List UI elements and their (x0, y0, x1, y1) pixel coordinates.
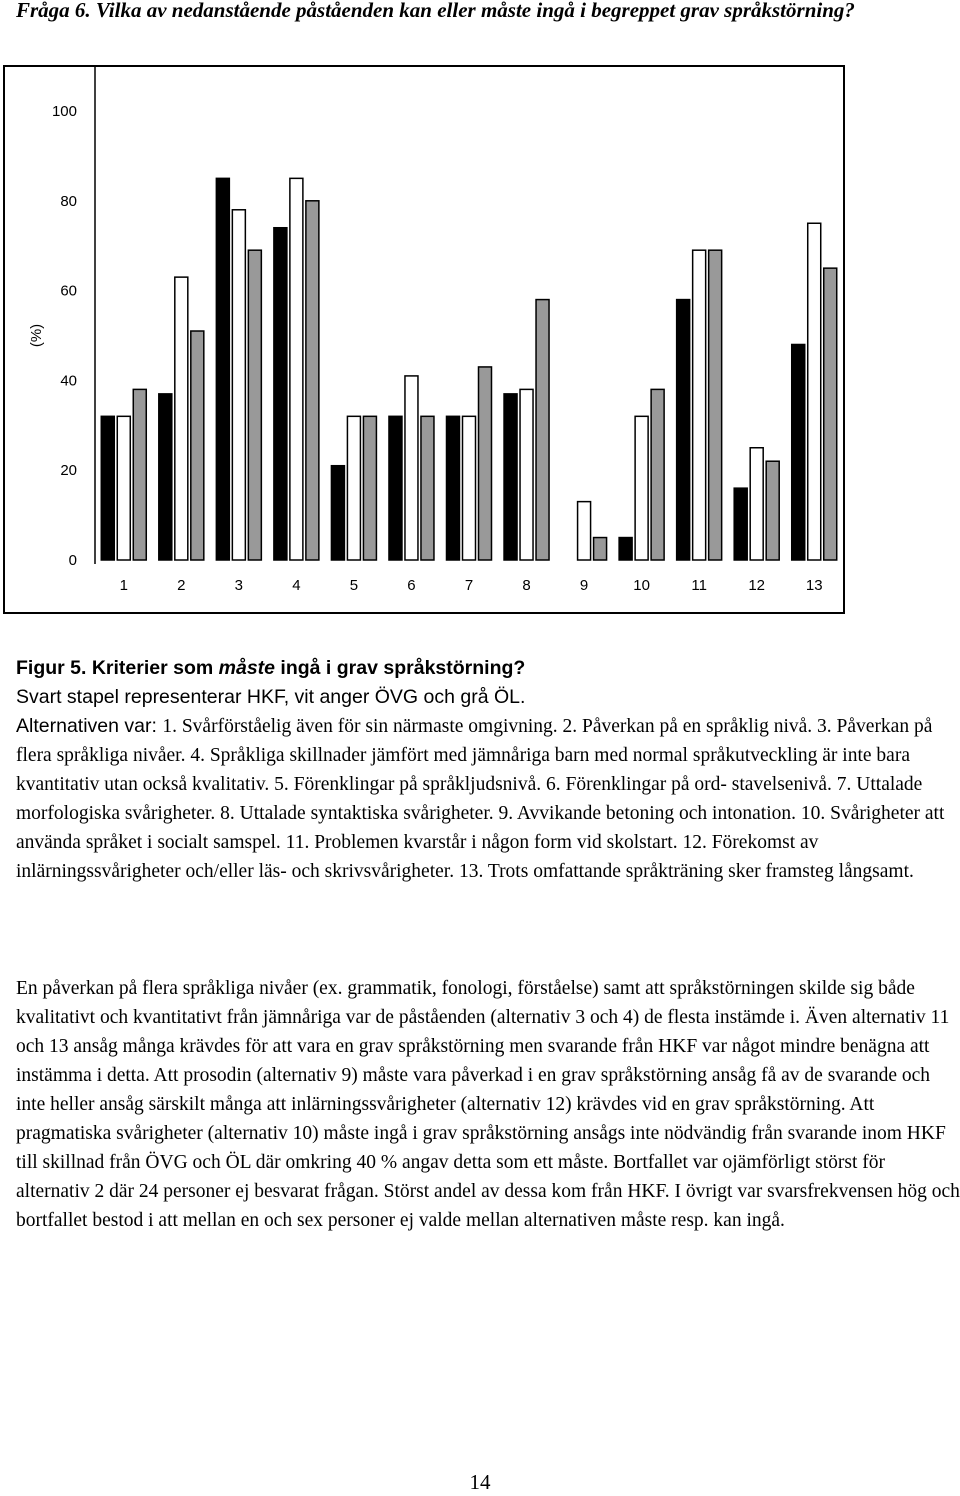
page-number: 14 (469, 1470, 491, 1494)
y-tick-label: 0 (68, 552, 77, 569)
y-tick-label: 100 (51, 103, 77, 120)
bar-öl-5 (363, 416, 376, 560)
bar-hkf-1 (101, 416, 114, 560)
x-tick-label: 2 (177, 577, 186, 594)
bar-hkf-2 (159, 394, 172, 560)
bar-chart (3, 65, 845, 614)
x-tick-label: 12 (748, 577, 766, 594)
x-tick-label: 4 (292, 577, 301, 594)
bar-övg-3 (232, 210, 245, 560)
x-tick-label: 9 (579, 577, 589, 594)
bar-hkf-11 (677, 300, 690, 560)
caption-title-emphasis: måste (218, 657, 276, 679)
x-tick-label: 8 (522, 577, 531, 594)
bar-hkf-5 (331, 466, 344, 560)
bar-öl-1 (133, 389, 146, 560)
caption-alternatives: 1. Svårförståelig även för sin närmaste omgivning. 2. Påverkan på en språklig nivå. 3. Påverkan på flera språkliga nivåer. 4. Språkliga skillnader jämfört med jämnåriga barn med normal språkutveckling är inte bara kvantitativ utan också kvalitativ. 5. Förenklingar på språkljudsnivå. 6. Förenklingar på ord- stavelsenivå. 7. Uttalade morfologiska svårigheter. 8. Uttalade syntaktiska svårigheter. 9. Avvikande betoning och intonation. 10. Svårigheter att använda språket i socialt samspel. 11. Problemen kvarstår i någon form vid skolstart. 12. Förekomst av inlärningssvårigheter och/eller läs- och skrivsvårigheter. 13. Trots omfattande språkträning sker framsteg långsamt. (16, 716, 945, 882)
x-tick-label: 7 (464, 577, 474, 594)
bar-hkf-10 (619, 538, 632, 560)
body-paragraph: En påverkan på flera språkliga nivåer (ex. grammatik, fonologi, förståelse) samt att språkstörningen skilde sig både kvalitativt och kvantitativt från jämnåriga var de påståenden (alternativ 3 och 4) de flesta instämde i. Även alternativ 11 och 13 ansåg många krävdes för att vara en grav språkstörning men svarande från HKF var något mindre benägna att instämma i detta. Att prosodin (alternativ 9) måste vara påverkad i en grav språkstörning ansåg få av de svarande och inte heller ansåg särskilt många att inlärningssvårigheter (alternativ 12) krävdes vid en grav språkstörning. Att pragmatiska svårigheter (alternativ 10) måste ingå i grav språkstörning ansågs inte nödvändig från svarande inom HKF till skillnad från ÖVG och ÖL där omkring 40 % angav detta som ett måste. Bortfallet var ojämförligt störst för alternativ 2 där 24 personer ej besvarat frågan. Störst andel av dessa kom från HKF. I övrigt var svarsfrekvensen hög och bortfallet bestod i att mellan en och sex personer ej valde mellan alternativen måste resp. kan ingå. (16, 978, 960, 1231)
bar-övg-8 (520, 389, 533, 560)
bar-övg-12 (750, 448, 763, 560)
x-tick-label: 5 (349, 577, 359, 594)
caption-title: Figur 5. Kriterier som måste ingå i grav språkstörning? (16, 657, 526, 679)
bar-övg-5 (347, 416, 360, 560)
bar-hkf-6 (389, 416, 402, 560)
x-tick-label: 6 (407, 577, 416, 594)
bar-öl-7 (479, 367, 492, 560)
bar-övg-6 (405, 376, 418, 560)
bar-hkf-4 (274, 228, 287, 560)
x-tick-label: 11 (691, 577, 707, 594)
y-tick-label: 40 (60, 372, 77, 390)
bar-öl-6 (421, 416, 434, 560)
bar-hkf-7 (447, 416, 460, 560)
bar-övg-7 (463, 416, 476, 560)
bar-övg-9 (578, 502, 591, 560)
y-tick-label: 20 (60, 462, 77, 480)
bar-öl-12 (766, 461, 779, 560)
bar-övg-13 (808, 223, 821, 560)
bar-hkf-8 (504, 394, 517, 560)
caption-alternatives-intro: Alternativen var: (16, 715, 163, 737)
x-tick-label: 3 (234, 577, 244, 594)
bar-övg-1 (117, 416, 130, 560)
y-axis-label: (%) (28, 323, 45, 348)
x-tick-label: 1 (119, 577, 128, 594)
bar-öl-10 (651, 389, 664, 560)
question-heading: Fråga 6. Vilka av nedanstående påståenden kan eller måste ingå i begreppet grav språkstörning? (16, 0, 855, 22)
bar-övg-10 (635, 416, 648, 560)
bar-öl-9 (594, 538, 607, 560)
bar-övg-4 (290, 178, 303, 560)
bar-öl-3 (248, 250, 261, 560)
figure-caption (16, 654, 946, 886)
bar-öl-11 (709, 250, 722, 560)
bar-hkf-12 (734, 488, 747, 560)
bar-öl-2 (191, 331, 204, 560)
x-tick-label: 13 (805, 577, 823, 594)
caption-legend: Svart stapel representerar HKF, vit anger ÖVG och grå ÖL. (16, 686, 526, 708)
y-tick-label: 80 (60, 192, 77, 210)
bar-hkf-3 (216, 178, 229, 560)
y-tick-label: 60 (60, 282, 77, 300)
bar-öl-13 (824, 268, 837, 560)
bar-öl-4 (306, 201, 319, 560)
bar-öl-8 (536, 300, 549, 560)
bar-hkf-13 (792, 344, 805, 560)
bar-övg-2 (175, 277, 188, 560)
bar-övg-11 (693, 250, 706, 560)
chart-svg (5, 67, 843, 612)
x-tick-label: 10 (633, 577, 650, 594)
